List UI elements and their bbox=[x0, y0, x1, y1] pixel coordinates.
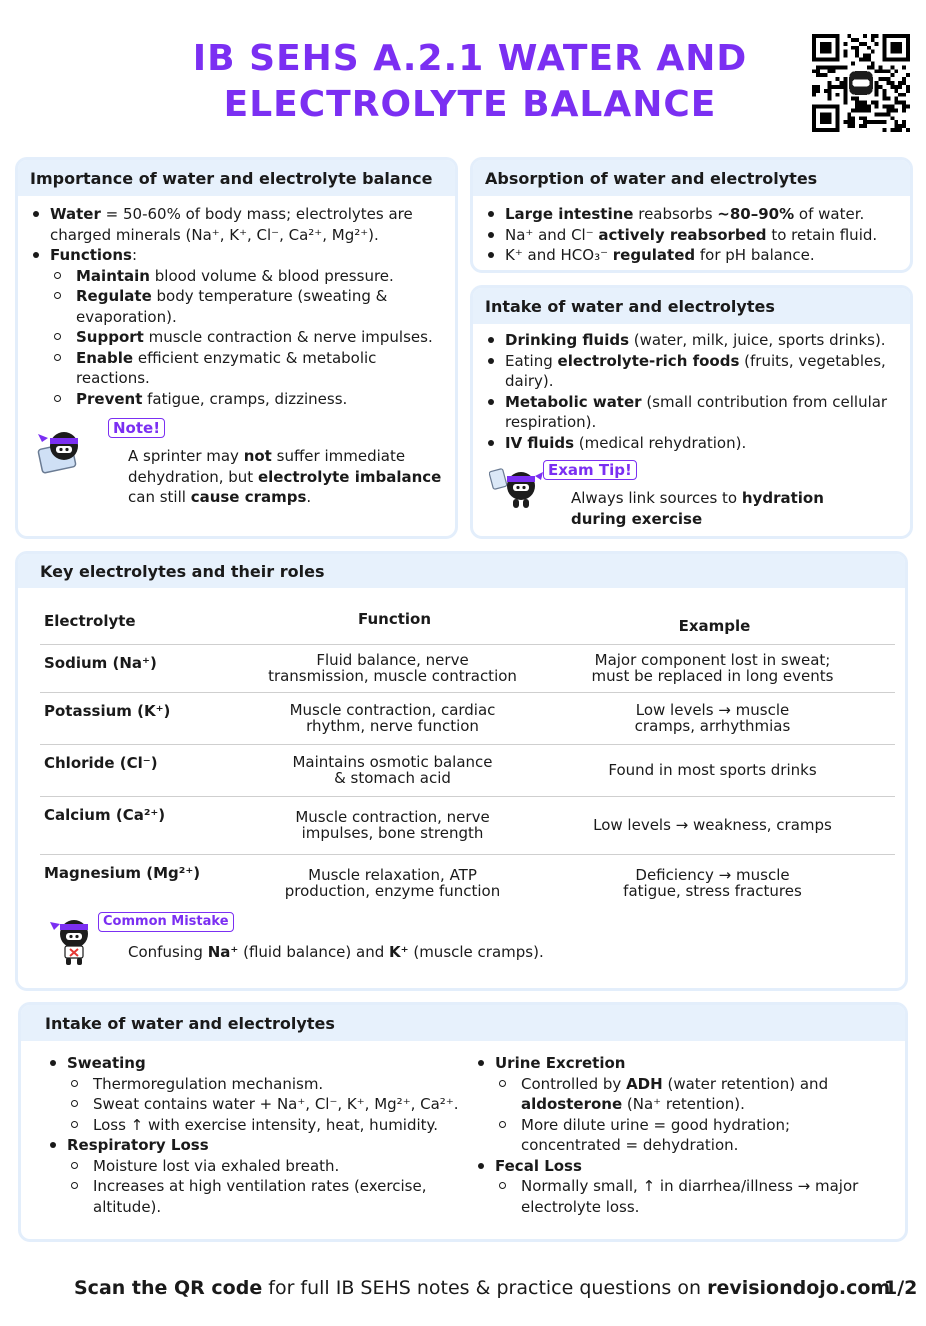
intake-card bbox=[470, 285, 913, 539]
table-row bbox=[40, 644, 895, 692]
table-row bbox=[40, 744, 895, 796]
table-row bbox=[40, 854, 895, 912]
common-mistake-callout bbox=[48, 910, 888, 970]
site-link[interactable]: revisiondojo.com bbox=[707, 1277, 891, 1299]
electrolyte-example: Found in most sports drinks bbox=[530, 744, 895, 796]
list-item: Fecal Loss Normally small, ↑ in diarrhea/illness → major electrolyte loss. bbox=[473, 1156, 893, 1218]
absorption-card bbox=[470, 157, 913, 273]
intake-heading: Intake of water and electrolytes bbox=[473, 288, 910, 324]
electrolyte-name: Sodium (Na⁺) bbox=[40, 644, 255, 692]
qr-code[interactable] bbox=[812, 34, 910, 132]
electrolyte-name: Chloride (Cl⁻) bbox=[40, 744, 255, 796]
list-item: Sweating Thermoregulation mechanism. Sweat contains water + Na⁺, Cl⁻, K⁺, Mg²⁺, Ca²⁺. Loss ↑ with exercise intensity, heat, humidity. bbox=[45, 1053, 465, 1135]
function-item: Maintain blood volume & blood pressure. bbox=[50, 266, 438, 287]
ninja-clipboard-icon bbox=[489, 460, 545, 518]
note-text: A sprinter may not suffer immediate dehydration, but electrolyte imbalance can still cause cramps. bbox=[128, 447, 442, 506]
absorption-heading: Absorption of water and electrolytes bbox=[473, 160, 910, 196]
note-callout bbox=[34, 418, 444, 508]
column-header-function: Function bbox=[357, 609, 432, 628]
electrolyte-example: Low levels → weakness, cramps bbox=[530, 796, 895, 854]
list-item: Controlled by ADH (water retention) and aldosterone (Na⁺ retention). bbox=[495, 1074, 893, 1115]
footer-text: Scan the QR code for full IB SEHS notes & practice questions on revisiondojo.com bbox=[74, 1277, 891, 1299]
page-title bbox=[150, 36, 790, 128]
list-item: Sweat contains water + Na⁺, Cl⁻, K⁺, Mg²⁺, Ca²⁺. bbox=[67, 1094, 465, 1115]
list-item: Functions: Maintain blood volume & blood pressure. Regulate body temperature (sweating & evaporation). Support muscle contraction & nerve impulses. Enable efficient enzymatic & metabolic reactions. Prevent fatigue, cramps, dizziness. bbox=[28, 245, 438, 409]
losses-left-column bbox=[45, 1053, 465, 1217]
ninja-mistake-icon bbox=[48, 914, 100, 966]
title-line-2: ELECTROLYTE BALANCE bbox=[223, 84, 717, 125]
list-item: IV fluids (medical rehydration). bbox=[483, 433, 903, 454]
electrolyte-example: Low levels → muscle cramps, arrhythmias bbox=[530, 692, 895, 744]
common-mistake-text: Confusing Na⁺ (fluid balance) and K⁺ (muscle cramps). bbox=[128, 943, 544, 961]
note-tag: Note! bbox=[108, 418, 165, 438]
list-item: Respiratory Loss Moisture lost via exhaled breath. Increases at high ventilation rates (exercise, altitude). bbox=[45, 1135, 465, 1217]
importance-heading: Importance of water and electrolyte balance bbox=[18, 160, 455, 196]
ninja-tablet-icon bbox=[34, 424, 90, 478]
electrolyte-name: Magnesium (Mg²⁺) bbox=[40, 854, 255, 912]
function-item: Regulate body temperature (sweating & evaporation). bbox=[50, 286, 438, 327]
list-item: Normally small, ↑ in diarrhea/illness → major electrolyte loss. bbox=[495, 1176, 893, 1217]
exam-tip-text: Always link sources to hydration during exercise bbox=[571, 489, 824, 528]
electrolyte-example: Deficiency → muscle fatigue, stress fractures bbox=[530, 854, 895, 912]
list-item: Urine Excretion Controlled by ADH (water retention) and aldosterone (Na⁺ retention). More dilute urine = good hydration; concentrated = dehydration. bbox=[473, 1053, 893, 1156]
list-item: K⁺ and HCO₃⁻ regulated for pH balance. bbox=[483, 245, 903, 266]
electrolyte-name: Potassium (K⁺) bbox=[40, 692, 255, 744]
common-mistake-tag: Common Mistake bbox=[98, 912, 234, 932]
list-item: Drinking fluids (water, milk, juice, sports drinks). bbox=[483, 330, 903, 351]
electrolyte-function: Fluid balance, nerve transmission, muscle contraction bbox=[255, 644, 530, 692]
column-header-example: Example bbox=[678, 616, 751, 635]
electrolyte-function: Muscle contraction, nerve impulses, bone strength bbox=[255, 796, 530, 854]
list-item: Loss ↑ with exercise intensity, heat, humidity. bbox=[67, 1115, 465, 1136]
list-item: Large intestine reabsorbs ~80–90% of water. bbox=[483, 204, 903, 225]
list-item: Eating electrolyte-rich foods (fruits, vegetables, dairy). bbox=[483, 351, 903, 392]
list-item: Moisture lost via exhaled breath. bbox=[67, 1156, 465, 1177]
exam-tip-callout bbox=[489, 458, 899, 530]
title-line-1: IB SEHS A.2.1 WATER AND bbox=[192, 38, 748, 79]
exam-tip-tag: Exam Tip! bbox=[543, 460, 637, 480]
function-item: Prevent fatigue, cramps, dizziness. bbox=[50, 389, 438, 410]
losses-heading: Intake of water and electrolytes bbox=[21, 1005, 905, 1041]
list-item: Increases at high ventilation rates (exercise, altitude). bbox=[67, 1176, 465, 1217]
list-item: More dilute urine = good hydration; concentrated = dehydration. bbox=[495, 1115, 893, 1156]
function-item: Enable efficient enzymatic & metabolic reactions. bbox=[50, 348, 438, 389]
function-item: Support muscle contraction & nerve impulses. bbox=[50, 327, 438, 348]
electrolytes-card bbox=[15, 551, 908, 991]
electrolyte-function: Maintains osmotic balance & stomach acid bbox=[255, 744, 530, 796]
electrolyte-name: Calcium (Ca²⁺) bbox=[40, 796, 255, 854]
list-item: Thermoregulation mechanism. bbox=[67, 1074, 465, 1095]
list-item: Na⁺ and Cl⁻ actively reabsorbed to retain fluid. bbox=[483, 225, 903, 246]
electrolytes-heading: Key electrolytes and their roles bbox=[18, 554, 905, 588]
list-item: Water = 50-60% of body mass; electrolytes are charged minerals (Na⁺, K⁺, Cl⁻, Ca²⁺, Mg²⁺). bbox=[28, 204, 438, 245]
list-item: Metabolic water (small contribution from cellular respiration). bbox=[483, 392, 903, 433]
electrolytes-table bbox=[40, 598, 895, 912]
page-number: 1/2 bbox=[884, 1277, 918, 1299]
importance-card bbox=[15, 157, 458, 539]
electrolyte-function: Muscle contraction, cardiac rhythm, nerve function bbox=[255, 692, 530, 744]
column-header-electrolyte: Electrolyte bbox=[44, 611, 136, 630]
losses-card bbox=[18, 1002, 908, 1242]
electrolyte-function: Muscle relaxation, ATP production, enzyme function bbox=[255, 854, 530, 912]
table-row bbox=[40, 796, 895, 854]
losses-right-column bbox=[473, 1053, 893, 1217]
table-header-row bbox=[40, 598, 895, 644]
table-row bbox=[40, 692, 895, 744]
electrolyte-example: Major component lost in sweat; must be replaced in long events bbox=[530, 644, 895, 692]
